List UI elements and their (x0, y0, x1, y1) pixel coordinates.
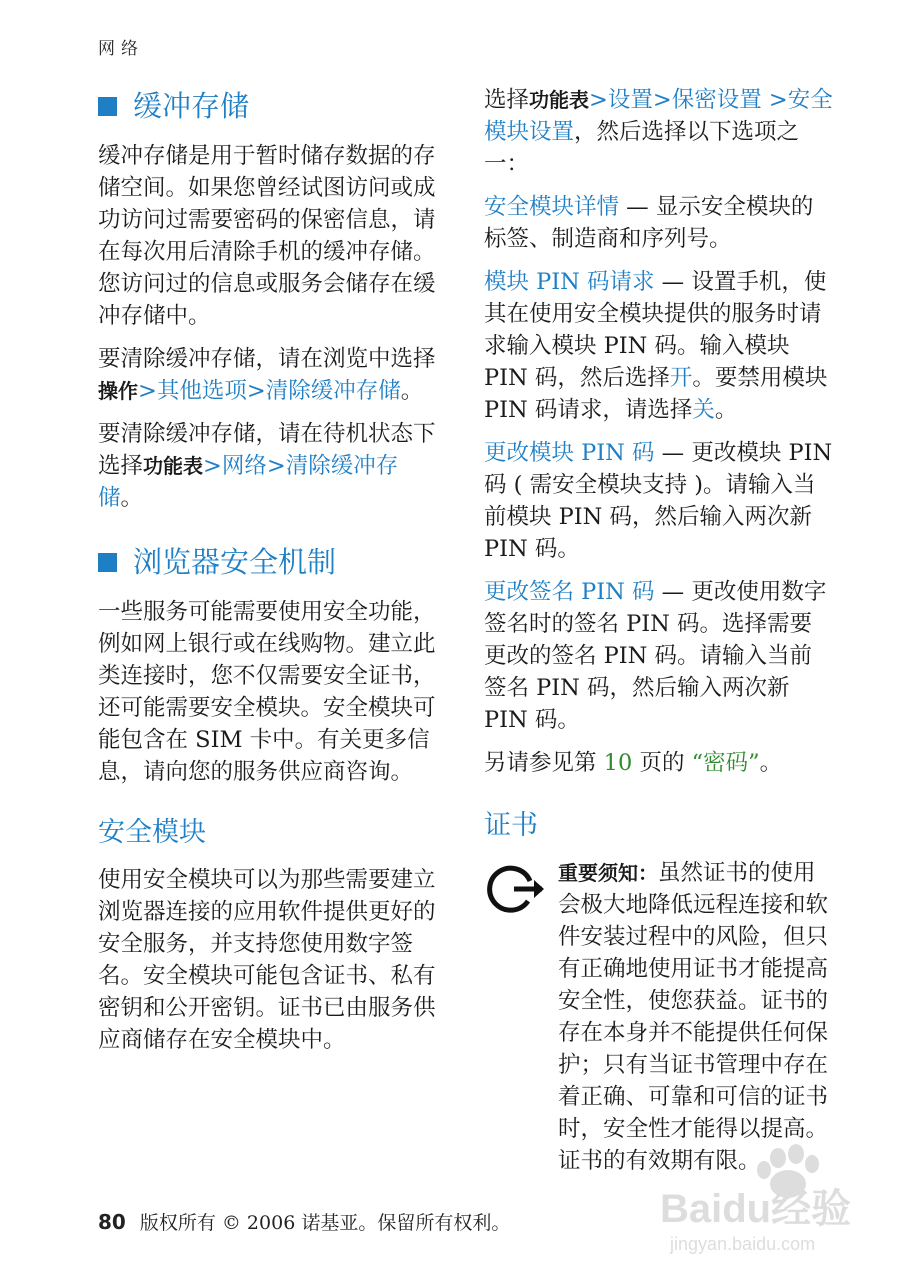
important-note-icon (484, 859, 544, 919)
link-module-settings[interactable]: 安全模块设置 (484, 87, 833, 145)
option-on[interactable]: 开 (669, 365, 693, 391)
copyright: 版权所有 © 2006 诺基亚。保留所有权利。 (139, 1212, 511, 1234)
link-settings[interactable]: 设置 (607, 87, 653, 113)
option-label[interactable]: 更改模块 PIN 码 (484, 440, 655, 466)
page-number: 80 (98, 1210, 126, 1234)
option-change-signing-pin: 更改签名 PIN 码 — 更改使用数字签名时的签名 PIN 码。选择需要更改的签名 PIN 码。请输入当前签名 PIN 码，然后输入两次新 PIN 码。 (484, 579, 827, 733)
option-label[interactable]: 安全模块详情 (484, 194, 620, 220)
watermark-brand: Baidu经验 (660, 1187, 852, 1231)
link-clear-cache[interactable]: 清除缓冲存储 (265, 378, 401, 404)
running-head: 网络 (98, 39, 144, 59)
left-column (98, 84, 443, 1067)
section-reference[interactable]: “密码” (691, 750, 760, 776)
option-label[interactable]: 更改签名 PIN 码 (484, 579, 655, 605)
link-other-options[interactable]: 其他选项 (156, 378, 247, 404)
see-also: 另请参见第 10 页的 “密码”。 (484, 750, 783, 776)
module-settings-nav: 选择功能表>设置>保密设置 >安全模块设置，然后选择以下选项之一： (484, 87, 833, 177)
right-column (484, 84, 834, 1177)
link-security-settings[interactable]: 保密设置 (671, 87, 762, 113)
heading-text: 缓冲存储 (133, 89, 250, 123)
menu-term-menu: 功能表 (143, 454, 204, 478)
menu-term-options: 操作 (98, 379, 138, 403)
option-module-details: 安全模块详情 — 显示安全模块的标签、制造商和序列号。 (484, 194, 814, 252)
option-pin-request: 模块 PIN 码请求 — 设置手机，使其在使用安全模块提供的服务时请求输入模块 PIN 码。输入模块 PIN 码，然后选择开。要禁用模块 PIN 码请求，请选择关。 (484, 269, 828, 423)
module-body: 使用安全模块可以为那些需要建立浏览器连接的应用软件提供更好的安全服务，并支持您使用数字签名。安全模块可能包含证书、私有密钥和公开密钥。证书已由服务供应商储存在安全模块中。 (98, 867, 436, 1053)
page-footer (98, 1208, 510, 1235)
heading-text: 浏览器安全机制 (133, 545, 337, 579)
subheading-certificates: 证书 (484, 810, 538, 841)
heading-square-icon (98, 97, 117, 116)
note-label: 重要须知： (558, 861, 658, 885)
option-change-module-pin: 更改模块 PIN 码 — 更改模块 PIN 码 ( 需安全模块支持 )。请输入当前模块 PIN 码，然后输入两次新 PIN 码。 (484, 440, 833, 562)
section-heading-security (98, 540, 443, 584)
option-label[interactable]: 模块 PIN 码请求 (484, 269, 655, 295)
link-clear-cache-2[interactable]: 清除缓冲存储 (98, 453, 399, 511)
heading-square-icon (98, 553, 117, 572)
cache-standby-instructions: 要清除缓冲存储，请在待机状态下选择功能表>网络>清除缓冲存储。 (98, 421, 436, 511)
security-body: 一些服务可能需要使用安全功能，例如网上银行或在线购物。建立此类连接时，您不仅需要安全证书，还可能需要安全模块。安全模块可能包含在 SIM 卡中。有关更多信息，请向您的服务供应商咨询。 (98, 599, 436, 785)
subheading-security-module: 安全模块 (98, 817, 206, 848)
note-body: 重要须知：虽然证书的使用会极大地降低远程连接和软件安装过程中的风险，但只有正确地使用证书才能提高安全性，使您获益。证书的存在本身并不能提供任何保护；只有当证书管理中存在着正确、可靠和可信的证书时，安全性才能得以提高。证书的有效期有限。 (558, 860, 829, 1174)
section-heading-cache (98, 84, 443, 128)
menu-term-menu: 功能表 (529, 88, 590, 112)
page-reference[interactable]: 10 (603, 750, 633, 776)
baidu-watermark (660, 1140, 910, 1260)
link-network[interactable]: 网络 (221, 453, 267, 479)
cache-intro: 缓冲存储是用于暂时储存数据的存储空间。如果您曾经试图访问或成功访问过需要密码的保密信息，请在每次用后清除手机的缓冲存储。您访问过的信息或服务会储存在缓冲存储中。 (98, 143, 436, 329)
important-note (484, 857, 834, 1177)
option-off[interactable]: 关 (692, 397, 715, 423)
watermark-url: jingyan.baidu.com (670, 1234, 816, 1254)
cache-browse-instructions: 要清除缓冲存储，请在浏览中选择操作>其他选项>清除缓冲存储。 (98, 346, 436, 404)
